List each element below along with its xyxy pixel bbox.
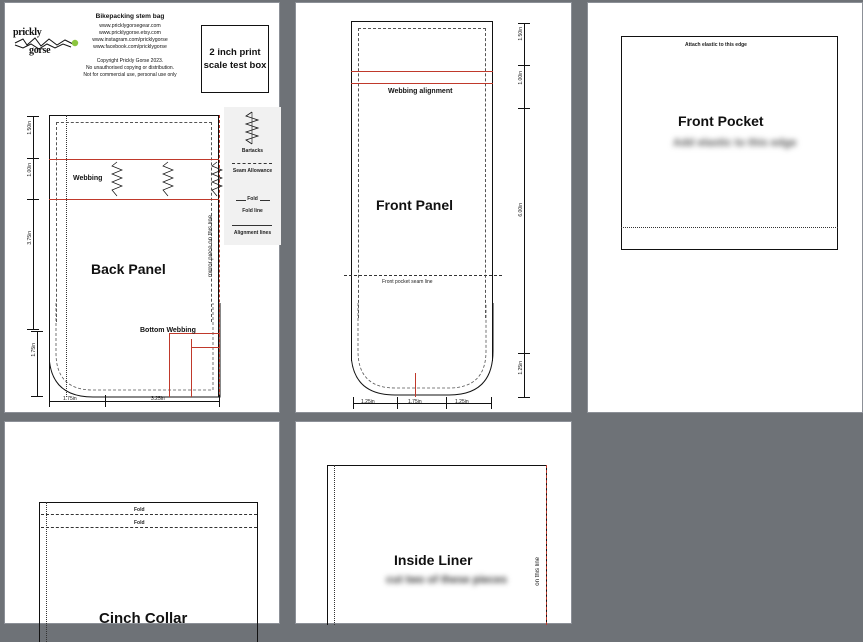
- dim-tick-6b: [219, 395, 220, 407]
- alignment-line-left: [66, 115, 67, 397]
- brand-logo-line1: prickly: [13, 27, 42, 38]
- page5-mirror-note: on this line: [535, 557, 541, 586]
- header-title: Bikepacking stem bag: [95, 13, 165, 20]
- page1-title: Back Panel: [91, 261, 166, 277]
- p2-dim-line-7: [447, 403, 491, 404]
- print-scale-test-box-label: 2 inch print scale test box: [203, 47, 267, 71]
- dim-tick-4a: [31, 331, 43, 332]
- pattern-page-inside-liner: [295, 421, 572, 624]
- dim-label-5: 1.75in: [63, 396, 77, 402]
- p2-dim-label-6: 1.75in: [408, 399, 422, 405]
- inside-liner-outline: [327, 465, 547, 625]
- page3-title: Front Pocket: [678, 113, 764, 129]
- header-text-block: [75, 13, 185, 79]
- front-panel-center-mark: [415, 373, 416, 397]
- legend-fold-line-label: Fold line: [242, 208, 263, 214]
- p2-dim-tick-1a: [518, 23, 530, 24]
- webbing-alignment-line-bottom: [351, 83, 493, 84]
- mirror-fold-line: [219, 115, 220, 397]
- fold-line-1: [41, 514, 257, 515]
- p2-dim-label-2: 1.00in: [518, 71, 524, 85]
- p2-dim-label-4: 1.25in: [518, 361, 524, 375]
- p2-dim-line-3: [524, 109, 525, 353]
- p2-dim-line-4: [524, 354, 525, 398]
- webbing-alignment-label: Webbing alignment: [388, 88, 453, 95]
- copyright-line-3: Not for commercial use, personal use only: [83, 72, 177, 78]
- bottom-webbing-line-left: [169, 333, 170, 397]
- copyright-line-1: Copyright Prickly Gorse 2023.: [96, 58, 164, 64]
- legend-fold-label: Fold: [247, 196, 258, 202]
- page4-title: Cinch Collar: [99, 610, 188, 627]
- dim-label-4: 1.75in: [31, 343, 37, 357]
- brand-logo-line2: gorse: [29, 45, 51, 56]
- gorse-branch-icon: [13, 35, 79, 51]
- mirror-note: mirror piece on this line: [208, 215, 214, 278]
- page3-subtitle: Add elastic to this edge: [673, 137, 797, 149]
- pattern-page-back-panel: [4, 2, 280, 413]
- dim-label-2: 1.00in: [27, 163, 33, 177]
- dim-line-5: [49, 401, 105, 402]
- back-panel-seam-allowance: [56, 122, 212, 322]
- p2-dim-tick-7b: [491, 397, 492, 409]
- brand-logo: [13, 27, 81, 61]
- print-scale-test-box: [201, 25, 269, 93]
- dim-line-4: [37, 331, 38, 397]
- webbing-line-top: [49, 159, 219, 160]
- dim-tick-4b: [31, 396, 43, 397]
- dim-line-1: [33, 116, 34, 158]
- page5-subtitle: cut two of these pieces: [386, 574, 508, 586]
- fold-line-2: [41, 527, 257, 528]
- p2-dim-label-5: 1.25in: [361, 399, 375, 405]
- bottom-webbing-line-mid: [191, 347, 220, 348]
- legend-fold-dash-right: [260, 200, 270, 201]
- p2-dim-line-6: [398, 403, 446, 404]
- pattern-page-front-panel: [295, 2, 572, 413]
- dim-tick-3b: [27, 329, 39, 330]
- cinch-collar-alignment-left: [46, 502, 47, 642]
- dim-label-3: 3.75in: [27, 231, 33, 245]
- legend-alignment-line: [232, 225, 272, 226]
- inside-liner-alignment-left: [334, 465, 335, 625]
- bottom-webbing-label: Bottom Webbing: [140, 327, 196, 334]
- p2-dim-line-1: [524, 23, 525, 65]
- webbing-alignment-line-top: [351, 71, 493, 72]
- bartack-icon-mid: [161, 161, 175, 197]
- p2-dim-tick-5a: [353, 397, 354, 409]
- legend-bartacks-label: Bartacks: [241, 148, 264, 154]
- inside-liner-mirror-line: [546, 465, 547, 625]
- legend-alignment-lines-label: Alignment lines: [233, 230, 272, 236]
- webbing-line-bottom: [49, 199, 219, 200]
- copyright-line-2: No unauthorised copying or distribution.: [85, 65, 175, 71]
- bartack-icon: [243, 111, 261, 145]
- legend-seam-allowance-label: Seam Allowance: [232, 168, 273, 174]
- page2-title: Front Panel: [376, 197, 454, 213]
- p2-dim-label-1: 1.50in: [518, 27, 524, 41]
- link-facebook[interactable]: www.facebook.com/pricklygorse: [93, 44, 167, 50]
- front-pocket-seam-dash: [344, 275, 502, 276]
- bartack-icon-right: [210, 161, 224, 197]
- link-instagram[interactable]: www.instagram.com/pricklygorse: [92, 37, 168, 43]
- attach-elastic-label: Attach elastic to this edge: [685, 42, 747, 48]
- p2-dim-label-7: 1.25in: [455, 399, 469, 405]
- webbing-label: Webbing: [73, 175, 103, 182]
- dim-label-6: 3.25in: [151, 396, 165, 402]
- front-pocket-bottom-alignment: [621, 227, 838, 228]
- page5-title: Inside Liner: [394, 552, 473, 568]
- bartack-icon-left: [110, 161, 124, 197]
- fold-label-2: Fold: [131, 520, 148, 526]
- front-pocket-seam-line-label: Front pocket seam line: [382, 279, 433, 285]
- legend-seam-allowance-line: [232, 163, 272, 164]
- p2-dim-tick-4b: [518, 397, 530, 398]
- dim-label-1: 1.50in: [27, 121, 33, 135]
- dim-tick-1a: [27, 116, 39, 117]
- pattern-page-cinch-collar: [4, 421, 280, 627]
- p2-dim-label-3: 6.00in: [518, 203, 524, 217]
- pattern-page-front-pocket: [587, 2, 863, 413]
- dim-tick-5a: [49, 395, 50, 407]
- p2-dim-line-2: [524, 66, 525, 108]
- p2-dim-line-5: [353, 403, 397, 404]
- legend-panel: [224, 107, 281, 245]
- fold-label-1: Fold: [131, 507, 148, 513]
- link-etsy[interactable]: www.pricklygorse.etsy.com: [99, 30, 161, 36]
- dim-line-3: [33, 200, 34, 330]
- dim-line-2: [33, 159, 34, 199]
- link-website[interactable]: www.pricklygorsegear.com: [99, 23, 161, 29]
